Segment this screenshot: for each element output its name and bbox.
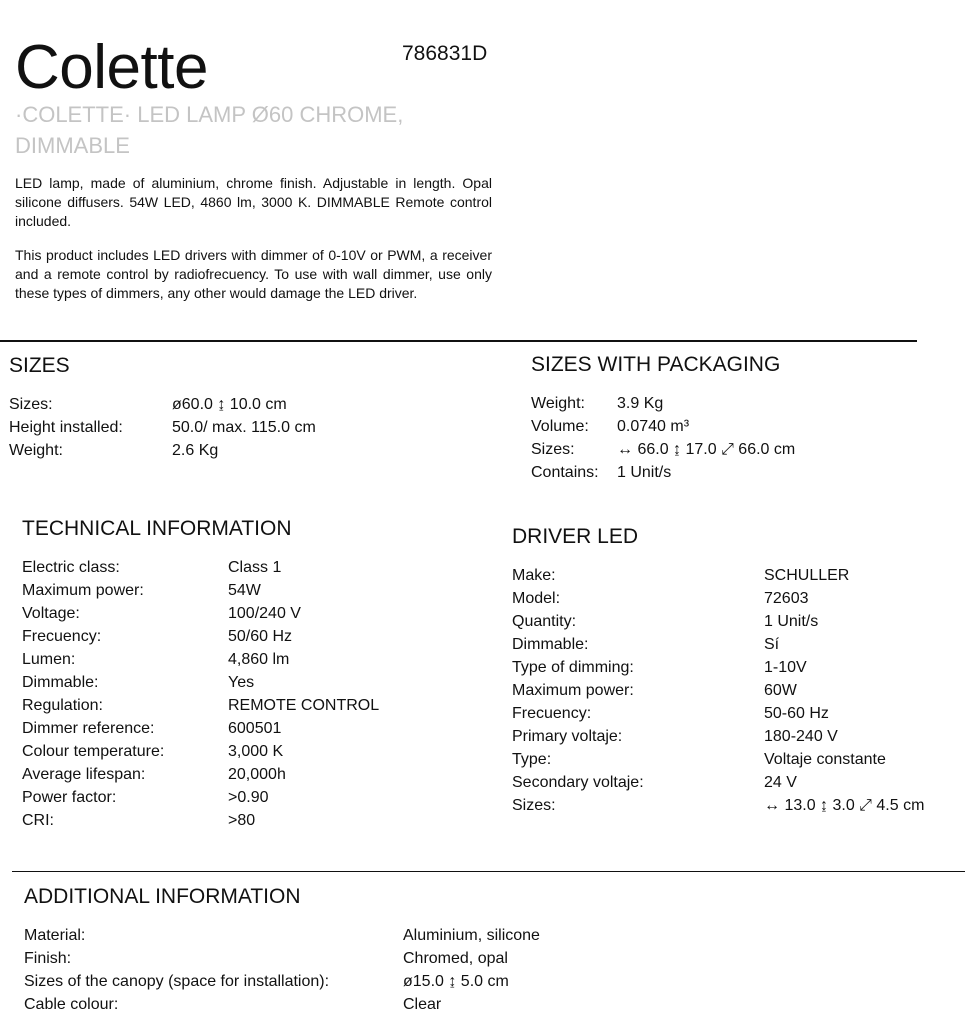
spec-label: Dimmable: bbox=[22, 674, 99, 691]
spec-value: ↔ 13.0 ↨ 3.0 ⤢ 4.5 cm bbox=[764, 797, 925, 814]
spec-value: 1 Unit/s bbox=[617, 464, 672, 481]
spec-value: ↔ 66.0 ↨ 17.0 ⤢ 66.0 cm bbox=[617, 441, 796, 458]
spec-value: 50.0/ max. 115.0 cm bbox=[172, 419, 316, 436]
spec-row bbox=[512, 725, 957, 748]
spec-value: Clear bbox=[403, 996, 442, 1013]
spec-label: Electric class: bbox=[22, 559, 120, 576]
spec-label: Sizes: bbox=[9, 396, 53, 413]
spec-value: 180-240 V bbox=[764, 728, 838, 745]
spec-row bbox=[24, 924, 644, 947]
spec-row bbox=[22, 809, 472, 832]
spec-row bbox=[22, 717, 472, 740]
spec-row bbox=[512, 748, 957, 771]
spec-label: Frecuency: bbox=[512, 705, 592, 722]
spec-value: 50/60 Hz bbox=[228, 628, 293, 645]
spec-label: Regulation: bbox=[22, 697, 103, 714]
spec-row bbox=[22, 648, 472, 671]
spec-label: Secondary voltaje: bbox=[512, 774, 644, 791]
spec-label: Power factor: bbox=[22, 789, 117, 806]
spec-row bbox=[22, 579, 472, 602]
spec-label: Quantity: bbox=[512, 613, 577, 630]
sizes-table bbox=[9, 393, 449, 462]
spec-label: Sizes of the canopy (space for installation): bbox=[24, 973, 330, 990]
spec-value: 1-10V bbox=[764, 659, 807, 676]
product-description: LED lamp, made of aluminium, chrome finish. Adjustable in length. Opal silicone diffusers. 54W LED, 4860 lm, 3000 K. DIMMABLE Remote control included. bbox=[15, 175, 492, 229]
product-subtitle: ·COLETTE· LED LAMP Ø60 CHROME, DIMMABLE bbox=[15, 102, 404, 158]
spec-label: Make: bbox=[512, 567, 556, 584]
spec-label: Contains: bbox=[531, 464, 599, 481]
spec-value: 3,000 K bbox=[228, 743, 284, 760]
spec-label: Dimmer reference: bbox=[22, 720, 155, 737]
spec-label: Dimmable: bbox=[512, 636, 589, 653]
spec-value: 60W bbox=[764, 682, 797, 699]
spec-value: 600501 bbox=[228, 720, 282, 737]
spec-label: Model: bbox=[512, 590, 561, 607]
spec-label: CRI: bbox=[22, 812, 54, 829]
packaging-table bbox=[531, 392, 951, 484]
product-driver-note: This product includes LED drivers with dimmer of 0-10V or PWM, a receiver and a remote control by radiofrecuency. To use with wall dimmer, use only these types of dimmers, any other would damage the LED driver. bbox=[15, 247, 492, 301]
spec-row bbox=[512, 794, 957, 817]
spec-label: Type: bbox=[512, 751, 552, 768]
spec-value: 3.9 Kg bbox=[617, 395, 664, 412]
spec-label: Voltage: bbox=[22, 605, 80, 622]
spec-value: 100/240 V bbox=[228, 605, 301, 622]
spec-label: Primary voltaje: bbox=[512, 728, 623, 745]
spec-row bbox=[531, 392, 951, 415]
spec-row bbox=[22, 763, 472, 786]
spec-label: Lumen: bbox=[22, 651, 76, 668]
spec-value: Aluminium, silicone bbox=[403, 927, 540, 944]
spec-row bbox=[512, 633, 957, 656]
spec-row bbox=[531, 438, 951, 461]
driver-table bbox=[512, 564, 957, 817]
spec-row bbox=[531, 461, 951, 484]
spec-value: REMOTE CONTROL bbox=[228, 697, 380, 714]
spec-label: Height installed: bbox=[9, 419, 123, 436]
spec-label: Weight: bbox=[531, 395, 585, 412]
spec-row bbox=[24, 993, 644, 1016]
spec-row bbox=[22, 556, 472, 579]
additional-table bbox=[24, 924, 644, 1016]
spec-label: Cable colour: bbox=[24, 996, 119, 1013]
additional-title: ADDITIONAL INFORMATION bbox=[24, 885, 301, 908]
spec-row bbox=[512, 656, 957, 679]
spec-row bbox=[512, 771, 957, 794]
packaging-title: SIZES WITH PACKAGING bbox=[531, 353, 781, 376]
spec-row bbox=[512, 702, 957, 725]
spec-value: 24 V bbox=[764, 774, 797, 791]
spec-row bbox=[512, 587, 957, 610]
spec-value: 20,000h bbox=[228, 766, 286, 783]
sizes-title: SIZES bbox=[9, 354, 70, 377]
spec-label: Average lifespan: bbox=[22, 766, 146, 783]
spec-value: Class 1 bbox=[228, 559, 282, 576]
spec-label: Colour temperature: bbox=[22, 743, 165, 760]
spec-value: 72603 bbox=[764, 590, 809, 607]
spec-row bbox=[22, 671, 472, 694]
technical-table bbox=[22, 556, 472, 832]
spec-row bbox=[22, 786, 472, 809]
spec-label: Sizes: bbox=[512, 797, 556, 814]
spec-label: Maximum power: bbox=[512, 682, 634, 699]
spec-value: ø15.0 ↨ 5.0 cm bbox=[403, 973, 509, 990]
spec-value: 4,860 lm bbox=[228, 651, 290, 668]
technical-title: TECHNICAL INFORMATION bbox=[22, 517, 292, 540]
spec-row bbox=[22, 694, 472, 717]
spec-row bbox=[9, 439, 449, 462]
spec-label: Finish: bbox=[24, 950, 72, 967]
section-divider bbox=[0, 340, 917, 342]
spec-value: Yes bbox=[228, 674, 255, 691]
spec-label: Frecuency: bbox=[22, 628, 102, 645]
spec-value: 2.6 Kg bbox=[172, 442, 219, 459]
driver-title: DRIVER LED bbox=[512, 525, 639, 548]
spec-label: Material: bbox=[24, 927, 86, 944]
spec-row bbox=[22, 602, 472, 625]
spec-row bbox=[22, 625, 472, 648]
spec-label: Weight: bbox=[9, 442, 63, 459]
spec-value: 1 Unit/s bbox=[764, 613, 819, 630]
product-name: Colette bbox=[15, 33, 208, 102]
spec-row bbox=[24, 970, 644, 993]
spec-value: Sí bbox=[764, 636, 780, 653]
spec-row bbox=[22, 740, 472, 763]
spec-value: 50-60 Hz bbox=[764, 705, 829, 722]
spec-row bbox=[24, 947, 644, 970]
spec-row bbox=[512, 610, 957, 633]
spec-value: Voltaje constante bbox=[764, 751, 886, 768]
spec-value: 0.0740 m³ bbox=[617, 418, 690, 435]
spec-row bbox=[512, 564, 957, 587]
spec-row bbox=[9, 416, 449, 439]
spec-label: Volume: bbox=[531, 418, 589, 435]
spec-row bbox=[531, 415, 951, 438]
spec-value: Chromed, opal bbox=[403, 950, 508, 967]
spec-label: Type of dimming: bbox=[512, 659, 634, 676]
spec-value: >80 bbox=[228, 812, 256, 829]
spec-value: ø60.0 ↨ 10.0 cm bbox=[172, 396, 287, 413]
product-reference: 786831D bbox=[402, 42, 488, 65]
spec-label: Sizes: bbox=[531, 441, 575, 458]
section-divider bbox=[12, 871, 965, 872]
spec-value: >0.90 bbox=[228, 789, 269, 806]
spec-value: SCHULLER bbox=[764, 567, 850, 584]
spec-row bbox=[512, 679, 957, 702]
spec-label: Maximum power: bbox=[22, 582, 144, 599]
spec-value: 54W bbox=[228, 582, 261, 599]
spec-row bbox=[9, 393, 449, 416]
